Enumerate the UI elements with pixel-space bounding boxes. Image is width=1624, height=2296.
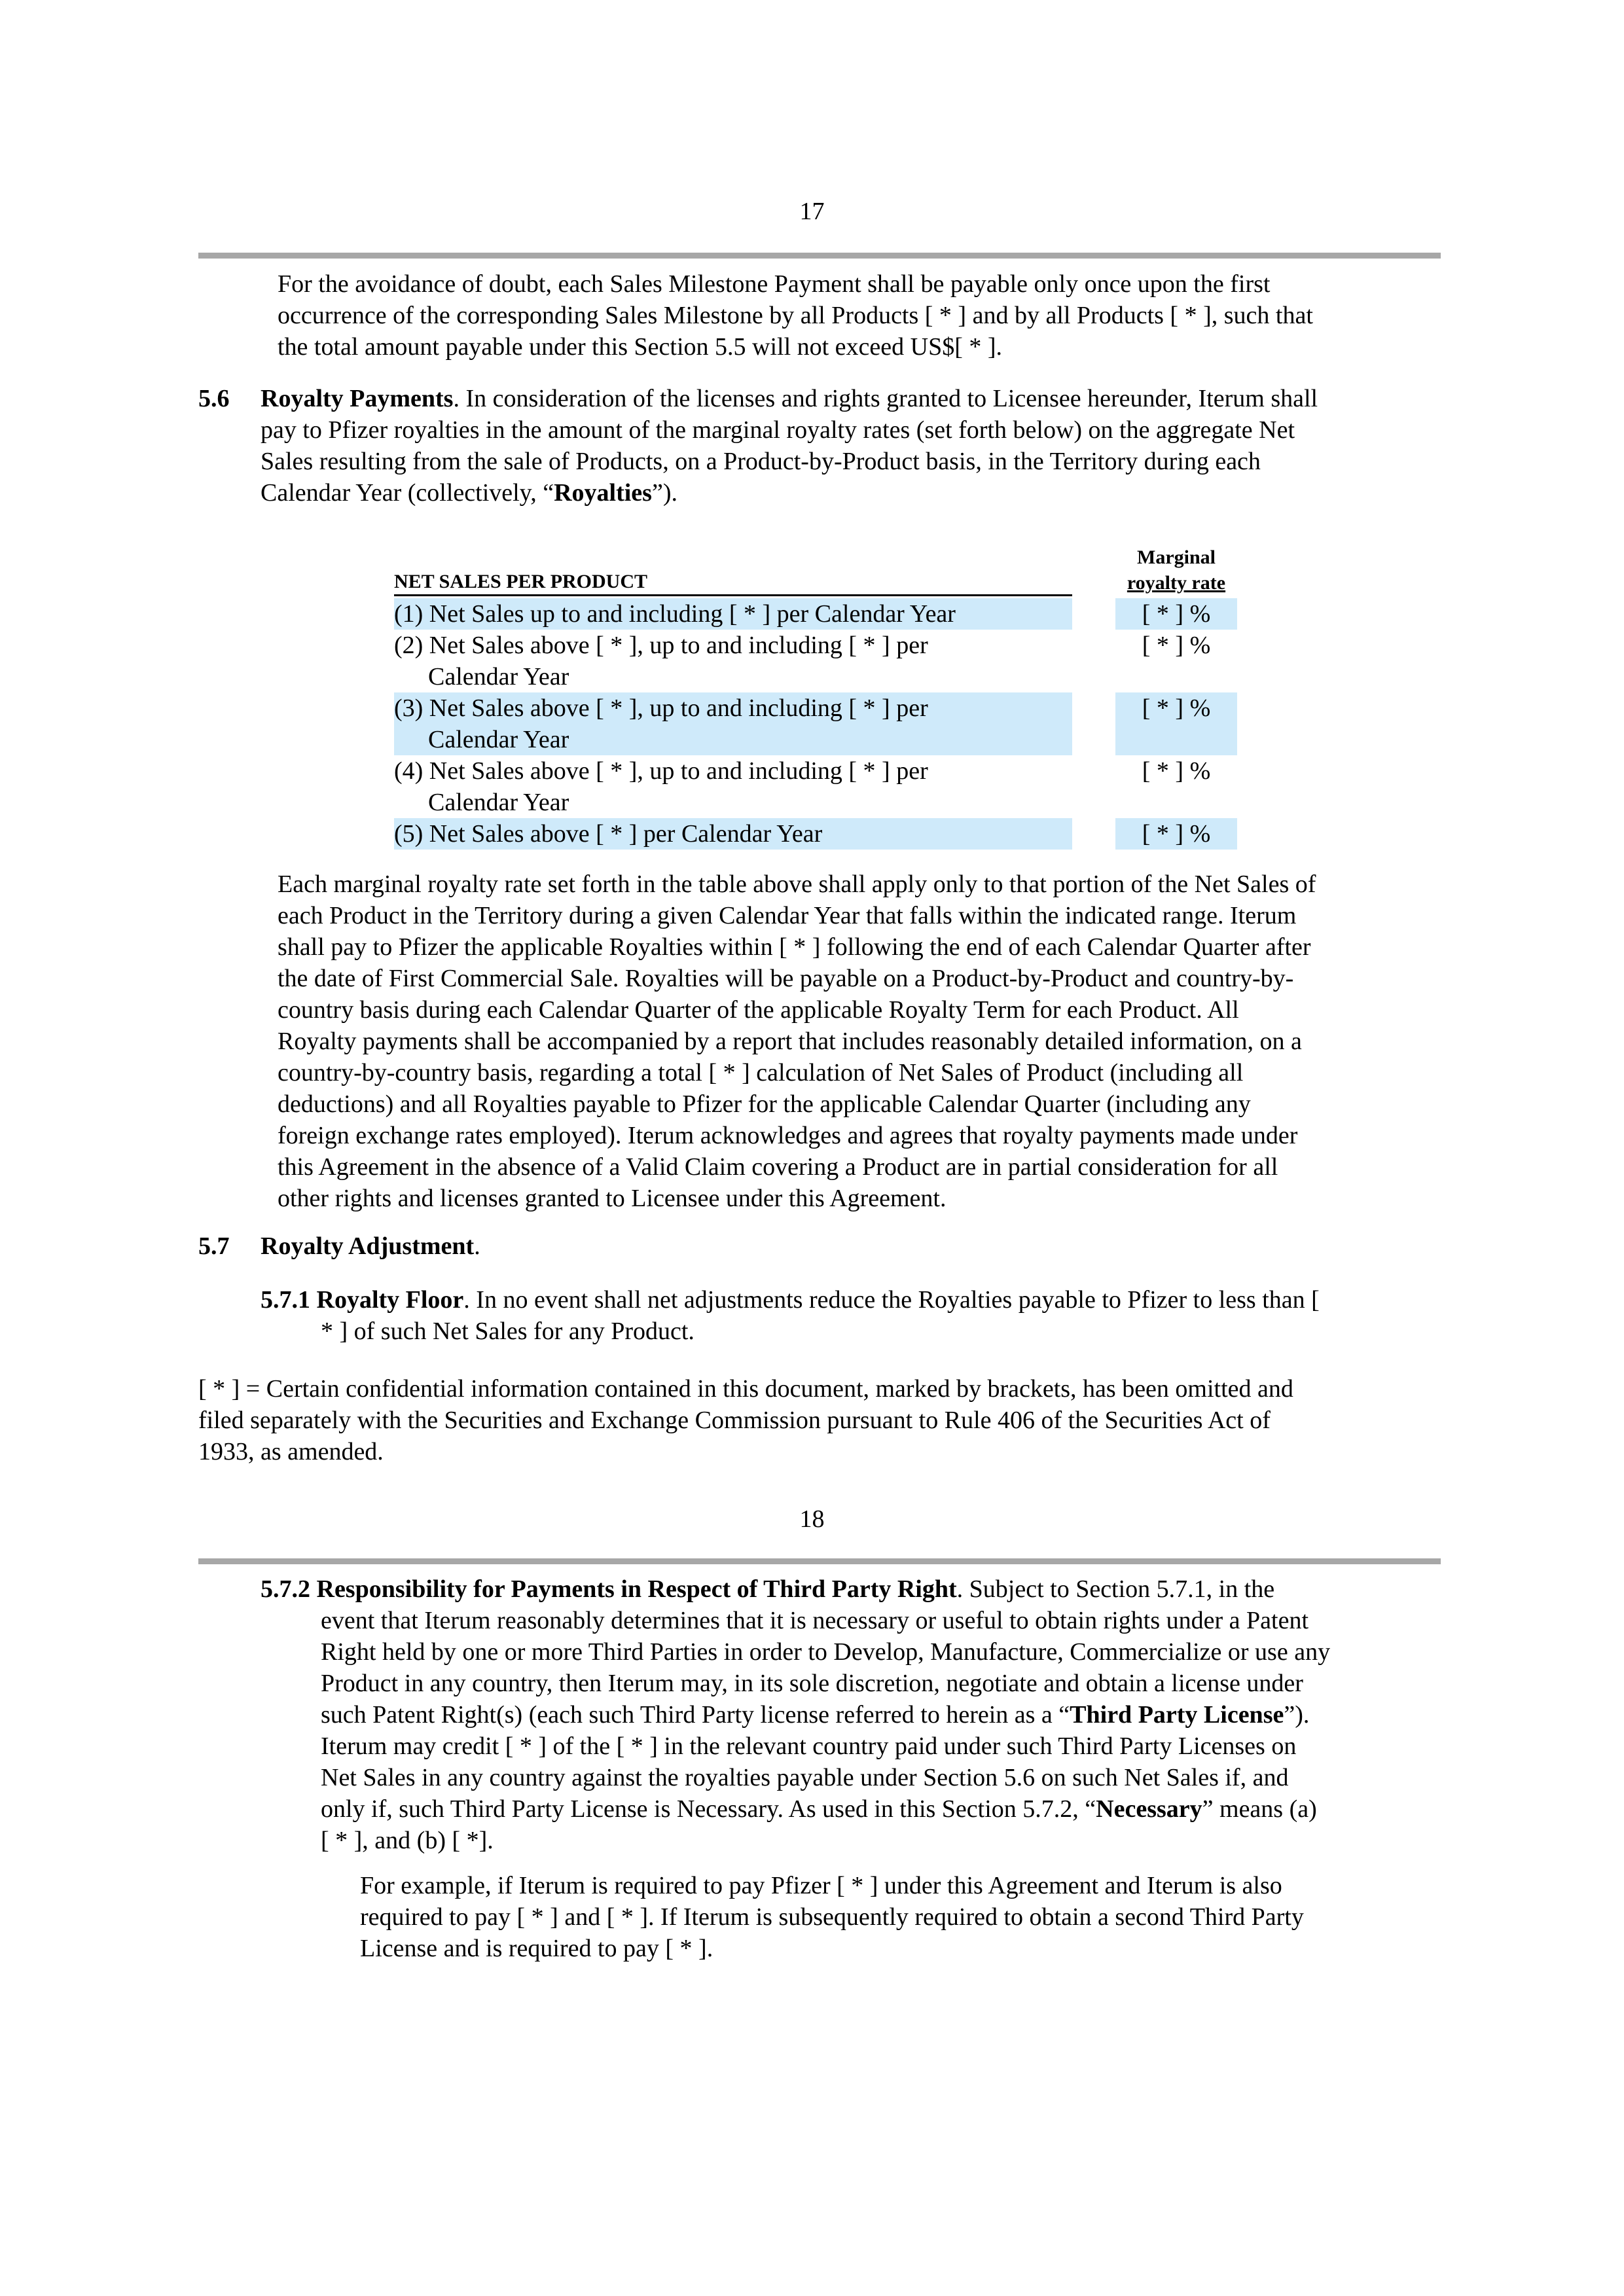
table-cell-rate: [ * ] % (1142, 632, 1211, 659)
milestone-paragraph (278, 268, 1456, 363)
text-run: Calendar Year (collectively, “ (261, 479, 554, 507)
section-5-6 (198, 383, 1442, 509)
cell-line: Calendar Year (428, 726, 569, 753)
table-cell-rate: [ * ] % (1115, 692, 1237, 755)
text-line (261, 477, 1442, 509)
table-row (394, 598, 1237, 630)
text-line: the total amount payable under this Section 5.5 will not exceed US$[ * ]. (278, 333, 1003, 361)
text-line: Right held by one or more Third Parties in order to Develop, Manufacture, Commercialize or use any (321, 1638, 1331, 1666)
royalty-explanation-paragraph (278, 869, 1456, 1214)
text-line: License and is required to pay [ * ]. (360, 1935, 713, 1962)
text-line: country-by-country basis, regarding a total [ * ] calculation of Net Sales of Product (including all (278, 1059, 1244, 1086)
text-line: For example, if Iterum is required to pay Pfizer [ * ] under this Agreement and Iterum is also (360, 1872, 1282, 1899)
text-line: foreign exchange rates employed). Iterum acknowledges and agrees that royalty payments made under (278, 1122, 1298, 1149)
section-number: 5.7 (198, 1232, 230, 1260)
table-header-net-sales: NET SALES PER PRODUCT (394, 570, 1072, 596)
text-run: . In consideration of the licenses and rights granted to Licensee hereunder, Iterum shall (453, 385, 1318, 412)
text-run: only if, such Third Party License is Necessary. As used in this Section 5.7.2, “ (321, 1795, 1096, 1823)
cell-line: (4) Net Sales above [ * ], up to and including [ * ] per (394, 757, 928, 785)
text-run: ” means (a) (1202, 1795, 1317, 1823)
section-5-7 (198, 1230, 1442, 1262)
page-number-18: 18 (799, 1505, 825, 1533)
text-line: [ * ], and (b) [ *]. (321, 1827, 494, 1854)
table-cell (394, 630, 1072, 692)
table-cell: (1) Net Sales up to and including [ * ] per Calendar Year (394, 598, 1072, 630)
text-line: occurrence of the corresponding Sales Milestone by all Products [ * ] and by all Products [ * ], such that (278, 302, 1313, 329)
section-heading: 5.7.1 Royalty Floor (261, 1286, 464, 1314)
text-line (261, 1230, 1442, 1262)
table-row (394, 818, 1237, 850)
text-run: . In no event shall net adjustments reduce the Royalties payable to Pfizer to less than [ (463, 1286, 1320, 1314)
text-line: Each marginal royalty rate set forth in the table above shall apply only to that portion of the Net Sales of (278, 870, 1316, 898)
text-line: pay to Pfizer royalties in the amount of the marginal royalty rates (set forth below) on the aggregate Net (261, 416, 1295, 444)
table-row (394, 630, 1237, 692)
text-run: ”). (1284, 1701, 1310, 1729)
text-line: deductions) and all Royalties payable to Pfizer for the applicable Calendar Quarter (including any (278, 1090, 1251, 1118)
table-row (394, 755, 1237, 818)
text-line: country basis during each Calendar Quarter of the applicable Royalty Term for each Product. All (278, 996, 1239, 1024)
text-run: ”). (651, 479, 677, 507)
text-line: required to pay [ * ] and [ * ]. If Iterum is subsequently required to obtain a second Third Party (360, 1903, 1304, 1931)
text-line (261, 1573, 1458, 1605)
section-heading: Royalty Adjustment (261, 1232, 475, 1260)
text-line (321, 1699, 1458, 1731)
cell-line: Calendar Year (428, 789, 569, 816)
confidentiality-footnote (198, 1373, 1455, 1467)
text-run: . Subject to Section 5.7.1, in the (956, 1575, 1275, 1603)
text-line: the date of First Commercial Sale. Royalties will be payable on a Product-by-Product and country-by- (278, 965, 1294, 992)
text-line: 1933, as amended. (198, 1438, 384, 1465)
text-line: Product in any country, then Iterum may, in its sole discretion, negotiate and obtain a license under (321, 1670, 1303, 1697)
table-cell-rate: [ * ] % (1115, 598, 1237, 630)
text-line (261, 383, 1442, 414)
header-line: royalty rate (1127, 572, 1226, 594)
defined-term: Third Party License (1070, 1701, 1284, 1729)
header-rule (198, 253, 1441, 259)
cell-line: Calendar Year (428, 663, 569, 691)
text-line: shall pay to Pfizer the applicable Royalties within [ * ] following the end of each Calendar Quarter after (278, 933, 1311, 961)
header-line: Marginal (1137, 547, 1216, 568)
text-line: filed separately with the Securities and Exchange Commission pursuant to Rule 406 of the Securities Act of (198, 1407, 1271, 1434)
text-line: For the avoidance of doubt, each Sales Milestone Payment shall be payable only once upon the first (278, 270, 1271, 298)
text-line: Sales resulting from the sale of Products, on a Product-by-Product basis, in the Territory during each (261, 448, 1261, 475)
section-5-7-1 (261, 1284, 1458, 1347)
table-cell-rate: [ * ] % (1115, 818, 1237, 850)
header-rule (198, 1558, 1441, 1564)
text-line: Iterum may credit [ * ] of the [ * ] in the relevant country paid under such Third Party Licenses on (321, 1732, 1297, 1760)
cell-line: (2) Net Sales above [ * ], up to and including [ * ] per (394, 632, 928, 659)
text-line: event that Iterum reasonably determines that it is necessary or useful to obtain rights under a Patent (321, 1607, 1308, 1634)
text-line: Royalty payments shall be accompanied by a report that includes reasonably detailed information, on a (278, 1028, 1302, 1055)
text-line: this Agreement in the absence of a Valid Claim covering a Product are in partial consideration for all (278, 1153, 1278, 1181)
table-cell-rate: [ * ] % (1142, 757, 1211, 785)
text-run: . (474, 1232, 480, 1260)
section-number: 5.6 (198, 385, 230, 412)
table-row (394, 692, 1237, 755)
text-line: each Product in the Territory during a given Calendar Year that falls within the indicated range. Iterum (278, 902, 1297, 929)
section-5-7-2 (261, 1573, 1458, 1856)
text-run: such Patent Right(s) (each such Third Party license referred to herein as a “ (321, 1701, 1070, 1729)
text-line: [ * ] = Certain confidential information contained in this document, marked by brackets, has been omitted and (198, 1375, 1293, 1403)
text-line: other rights and licenses granted to Licensee under this Agreement. (278, 1185, 947, 1212)
cell-line: (3) Net Sales above [ * ], up to and including [ * ] per (394, 694, 928, 722)
section-heading: 5.7.2 Responsibility for Payments in Respect of Third Party Right (261, 1575, 957, 1603)
page-number-17: 17 (799, 198, 825, 225)
section-heading: Royalty Payments (261, 385, 454, 412)
table-cell (394, 692, 1072, 755)
text-line: Net Sales in any country against the royalties payable under Section 5.6 on such Net Sales if, and (321, 1764, 1289, 1791)
text-line: * ] of such Net Sales for any Product. (321, 1318, 695, 1345)
defined-term: Royalties (554, 479, 652, 507)
text-line (321, 1793, 1458, 1825)
table-cell (394, 755, 1072, 818)
table-header-royalty-rate (1115, 545, 1237, 596)
defined-term: Necessary (1096, 1795, 1202, 1823)
example-paragraph (360, 1870, 1447, 1964)
table-cell: (5) Net Sales above [ * ] per Calendar Year (394, 818, 1072, 850)
text-line (261, 1284, 1458, 1316)
